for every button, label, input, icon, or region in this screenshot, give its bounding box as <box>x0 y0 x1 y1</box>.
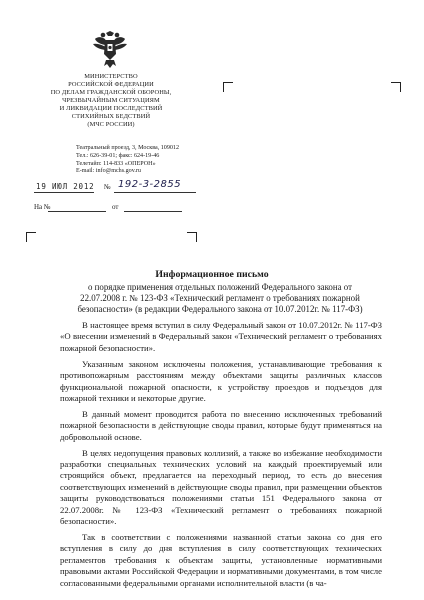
corner-mark-top-right <box>187 232 197 242</box>
ministry-line: МИНИСТЕРСТВО <box>84 73 138 80</box>
number-label: № <box>104 183 111 191</box>
ministry-line: И ЛИКВИДАЦИИ ПОСЛЕДСТВИЙ <box>59 105 163 112</box>
ref-number-label: На № <box>34 203 51 211</box>
ministry-line: СТИХИЙНЫХ БЕДСТВИЙ <box>71 113 151 120</box>
date-underline <box>34 192 94 193</box>
subtitle-line: безопасности» (в редакции Федерального закона от 10.07.2012г. № 117-ФЗ) <box>77 304 363 314</box>
reference-row <box>34 203 184 215</box>
ref-from-label: от <box>112 203 119 211</box>
contact-address: Театральный проезд, 3, Москва, 109012 <box>76 145 180 151</box>
subtitle-line: 22.07.2008 г. № 123-ФЗ «Технический регламент о требованиях пожарной <box>80 293 360 303</box>
document-title: Информационное письмо <box>155 269 269 280</box>
letter-body <box>60 320 382 593</box>
contact-phone: Тел.: 626-39-01; факс: 624-19-46 <box>76 152 160 159</box>
corner-mark-top-left <box>26 232 36 242</box>
ministry-line: ЧРЕЗВЫЧАЙНЫМ СИТУАЦИЯМ <box>62 97 160 104</box>
subtitle-line: о порядке применения отдельных положений Федерального закона от <box>88 282 352 292</box>
registration-row <box>34 179 204 194</box>
body-paragraph: Так в соответствии с положениями названной статьи закона со дня его вступления в силу до дня вступления в силу соответствующих технических регламентов требования к объектам защиты, установленные нормативными правовыми актами Российской Федерации и нормативными документами, в том числе согласованными федеральными органами исполнительной власти (в ча- <box>60 531 382 588</box>
contact-email: E-mail: info@mchs.gov.ru <box>76 168 141 175</box>
document-subtitle <box>60 282 380 315</box>
registration-number: 192-3-2855 <box>118 179 182 190</box>
ref-date-line <box>124 211 182 212</box>
body-paragraph: В настоящее время вступил в силу Федеральный закон от 10.07.2012г. № 117-ФЗ «О внесении изменений в Федеральный закон «Технический регламент о требованиях пожарной безопасности». <box>60 320 382 353</box>
contact-teletype: Телетайп: 114-833 «ОПЕРОН» <box>76 160 156 167</box>
body-paragraph: В данный момент проводится работа по внесению исключенных требований пожарной безопасности в действующие своды правил, которые будут применяться на добровольной основе. <box>60 408 382 442</box>
contact-info-block <box>76 145 186 176</box>
ministry-line: ПО ДЕЛАМ ГРАЖДАНСКОЙ ОБОРОНЫ, <box>50 89 172 96</box>
body-paragraph: Указанным законом исключены положения, устанавливающие требования к противопожарным расстояниям между объектами защиты различных классов функциональной пожарной опасности, к устройству проездов и подъездов для пожарной техники и некоторые другие. <box>60 358 382 403</box>
ministry-line: (МЧС РОССИИ) <box>87 121 135 128</box>
ref-number-line <box>48 211 106 212</box>
corner-mark-top-right <box>391 82 401 92</box>
number-underline <box>114 192 196 193</box>
body-paragraph: В целях недопущения правовых коллизий, а также во избежание необходимости разработки специальных технических условий на каждый проектируемый или строящийся объект, предлагается на переходный период, то есть до внесения соответствующих изменений в действующие своды правил, при размещении объектов защиты руководствоваться положениями статьи 151 Федерального закона от 22.07.2008г. № 123-ФЗ «Технический регламент о требованиях пожарной безопасности». <box>60 447 382 526</box>
ministry-line: РОССИЙСКОЙ ФЕДЕРАЦИИ <box>68 81 154 88</box>
ministry-name-block <box>48 73 174 129</box>
corner-mark-top-left <box>223 82 233 92</box>
registration-date-stamp: 19 ИЮЛ 2012 <box>36 182 95 191</box>
coat-of-arms-emblem <box>92 30 128 70</box>
